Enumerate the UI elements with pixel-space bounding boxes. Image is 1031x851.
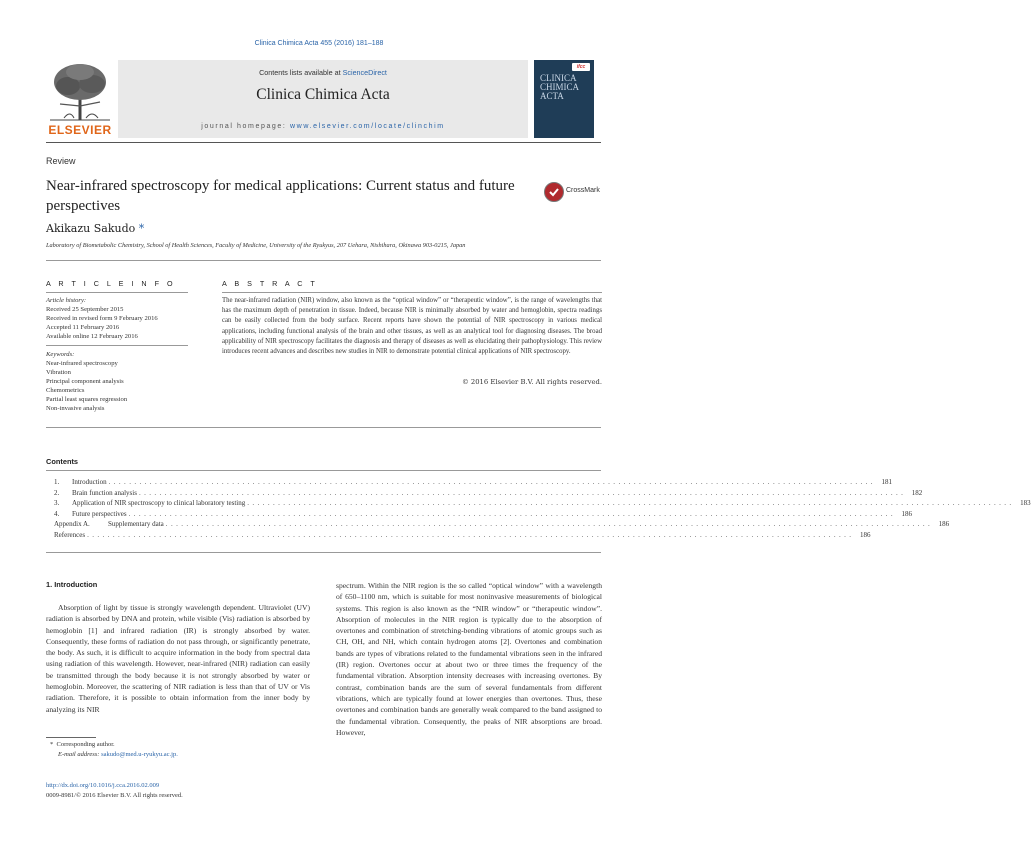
author-name: Akikazu Sakudo: [46, 222, 136, 235]
abstract-copyright: © 2016 Elsevier B.V. All rights reserved.: [461, 378, 602, 386]
abstract-text: The near-infrared radiation (NIR) window, also known as the “optical window” or “therapeutic window”, is the range of wavelengths that has the maximum depth of penetration in tissue. Indeed, because NIR is minimally absorbed by water and hemoglobin, spectra readings can be easily collected from the body surface. Recent reports have shown the potential of NIR spectroscopy in various medical applications, including functional analysis of the brain and other tissues, as well as an analytical tool for diagnosing diseases. The broad applicability of NIR spectroscopy facilitates the diagnosis and therapy of diseases as well as elucidating their pathophysiology. This review introduces recent advances and describes new studies in NIR to demonstrate potential clinical applications of NIR spectroscopy.: [222, 297, 602, 356]
keyword: Chemometrics: [46, 387, 85, 394]
article-type: Review: [46, 156, 76, 166]
crossmark-label: CrossMark: [566, 187, 600, 194]
issn-line: 0009-8981/© 2016 Elsevier B.V. All rights reserved.: [46, 791, 183, 799]
keyword: Vibration: [46, 369, 71, 376]
homepage-link[interactable]: www.elsevier.com/locate/clinchim: [290, 123, 445, 130]
doi-link[interactable]: http://dx.doi.org/10.1016/j.cca.2016.02.009: [46, 782, 160, 789]
article-history: [46, 296, 196, 341]
corresponding-author-link[interactable]: *: [138, 222, 145, 235]
keyword: Principal component analysis: [46, 378, 124, 385]
keyword: Non-invasive analysis: [46, 405, 105, 412]
contents-heading: Contents: [46, 457, 79, 466]
email-label: E-mail address:: [58, 750, 100, 758]
footnote: [46, 740, 178, 759]
abstract-divider-bottom: [46, 427, 601, 428]
history-label: Article history:: [46, 297, 87, 304]
keywords: [46, 350, 196, 413]
crossmark-icon: [544, 182, 564, 202]
cover-title: CLINICA CHIMICA ACTA: [540, 73, 579, 101]
affiliation: Laboratory of Biometabolic Chemistry, School of Health Sciences, Faculty of Medicine, University of the Ryukyus, 207 Uehara, Nishihara, Okinawa 903-0215, Japan: [46, 242, 466, 249]
article-info-heading: A R T I C L E I N F O: [46, 279, 176, 288]
table-of-contents: [54, 477, 1031, 540]
footnote-mark: *: [50, 741, 54, 748]
history-item: Received 25 September 2015: [46, 306, 124, 313]
email-link[interactable]: sakudo@med.u-ryukyu.ac.jp.: [101, 750, 178, 758]
corresponding-author-note: Corresponding author.: [56, 741, 115, 748]
contents-divider-top: [46, 470, 601, 471]
journal-homepage-line: journal homepage: www.elsevier.com/locate/clinchim: [201, 123, 445, 130]
body-right-column: spectrum. Within the NIR region is the so called “optical window” with a wavelength of 650–1100 nm, which is suitable for most noninvasive measurements of biological systems. This region is also known as the “NIR window” or “therapeutic window”. Absorption of molecules in the NIR region is typically due to the absorption of overtones and combination of stretching-bending vibrations of atomic groups such as CH, OH, and NH, which contain hydrogen atoms [2]. Overtones and combination bands are types of vibrations related to the fundamental vibrations seen in the infrared (IR) region. Overtones occur at about two or three times the frequency of the fundamental vibration. Absorption intensity decreases with increasing overtones. By contrast, combination bands are the sum of several fundamentals from different vibrations, which are typically found at lower energies than overtones. Thus, these overtones and combination bands are generally weak compared to the band assigned to the fundamental vibration. Consequently, the peaks of NIR absorptions are broad. However,: [336, 581, 602, 737]
keyword: Partial least squares regression: [46, 396, 128, 403]
keyword: Near-infrared spectroscopy: [46, 360, 118, 367]
info-divider-top: [46, 292, 188, 293]
header-divider: [46, 142, 601, 143]
elsevier-tree-logo: [46, 60, 114, 138]
abstract-heading: A B S T R A C T: [222, 279, 318, 288]
section-heading-introduction: 1. Introduction: [46, 580, 98, 589]
contents-divider-bottom: [46, 552, 601, 553]
journal-name: Clinica Chimica Acta: [256, 86, 390, 103]
sciencedirect-link[interactable]: ScienceDirect: [342, 68, 387, 77]
keywords-label: Keywords:: [46, 351, 75, 358]
masthead: [46, 60, 594, 138]
doi-block: [46, 781, 183, 800]
info-divider-mid: [46, 345, 188, 346]
article-title: Near-infrared spectroscopy for medical applications: Current status and future perspectives: [46, 178, 515, 214]
history-item: Available online 12 February 2016: [46, 333, 138, 340]
footnote-rule: [46, 737, 96, 738]
contents-available-line: Contents lists available at ScienceDirect: [259, 68, 387, 77]
journal-reference[interactable]: Clinica Chimica Acta 455 (2016) 181–188: [254, 40, 384, 47]
toc-entry-brain-function[interactable]: 2. Brain function analysis ..................................................................................................................................................... 182: [54, 488, 923, 497]
journal-cover-image: [534, 60, 594, 138]
toc-entry-clinical-testing[interactable]: 3. Application of NIR spectroscopy to clinical laboratory testing ..................................................................................................................................................... 183: [54, 499, 1031, 507]
author-line: [46, 222, 144, 235]
ifcc-badge: ifcc: [572, 63, 590, 71]
toc-entry-appendix[interactable]: Appendix A. Supplementary data ..................................................................................................................................................... 186: [54, 520, 950, 528]
crossmark-button[interactable]: [544, 182, 604, 202]
history-item: Received in revised form 9 February 2016: [46, 315, 158, 322]
toc-entry-future-perspectives[interactable]: 4. Future perspectives ..................................................................................................................................................... 186: [54, 509, 912, 518]
toc-entry-introduction[interactable]: 1. Introduction ..................................................................................................................................................... 181: [54, 478, 892, 486]
abstract-divider-top: [222, 292, 602, 293]
journal-banner: [118, 60, 528, 138]
elsevier-wordmark: ELSEVIER: [48, 123, 112, 137]
history-item: Accepted 11 February 2016: [46, 324, 120, 331]
affiliation-divider: [46, 260, 601, 261]
body-left-column: Absorption of light by tissue is strongly wavelength dependent. Ultraviolet (UV) radiation is absorbed by DNA and protein, while visible (Vis) radiation is absorbed by hemoglobin [1] and infrared radiation (IR) is strongly absorbed by water. Consequently, these forms of radiation do not pass through, or significantly penetrate, the body. As such, it is difficult to acquire information in the body from spectral data using radiation of this wavelength. However, near-infrared (NIR) radiation can easily be transmitted through the body because it is not strongly absorbed by water or hemoglobin. Moreover, the scattering of NIR radiation is less than that of UV or Vis radiation. Therefore, it is possible to obtain information from the inner body by analyzing its NIR: [46, 603, 310, 714]
toc-entry-references[interactable]: References ..................................................................................................................................................... 186: [54, 530, 871, 539]
